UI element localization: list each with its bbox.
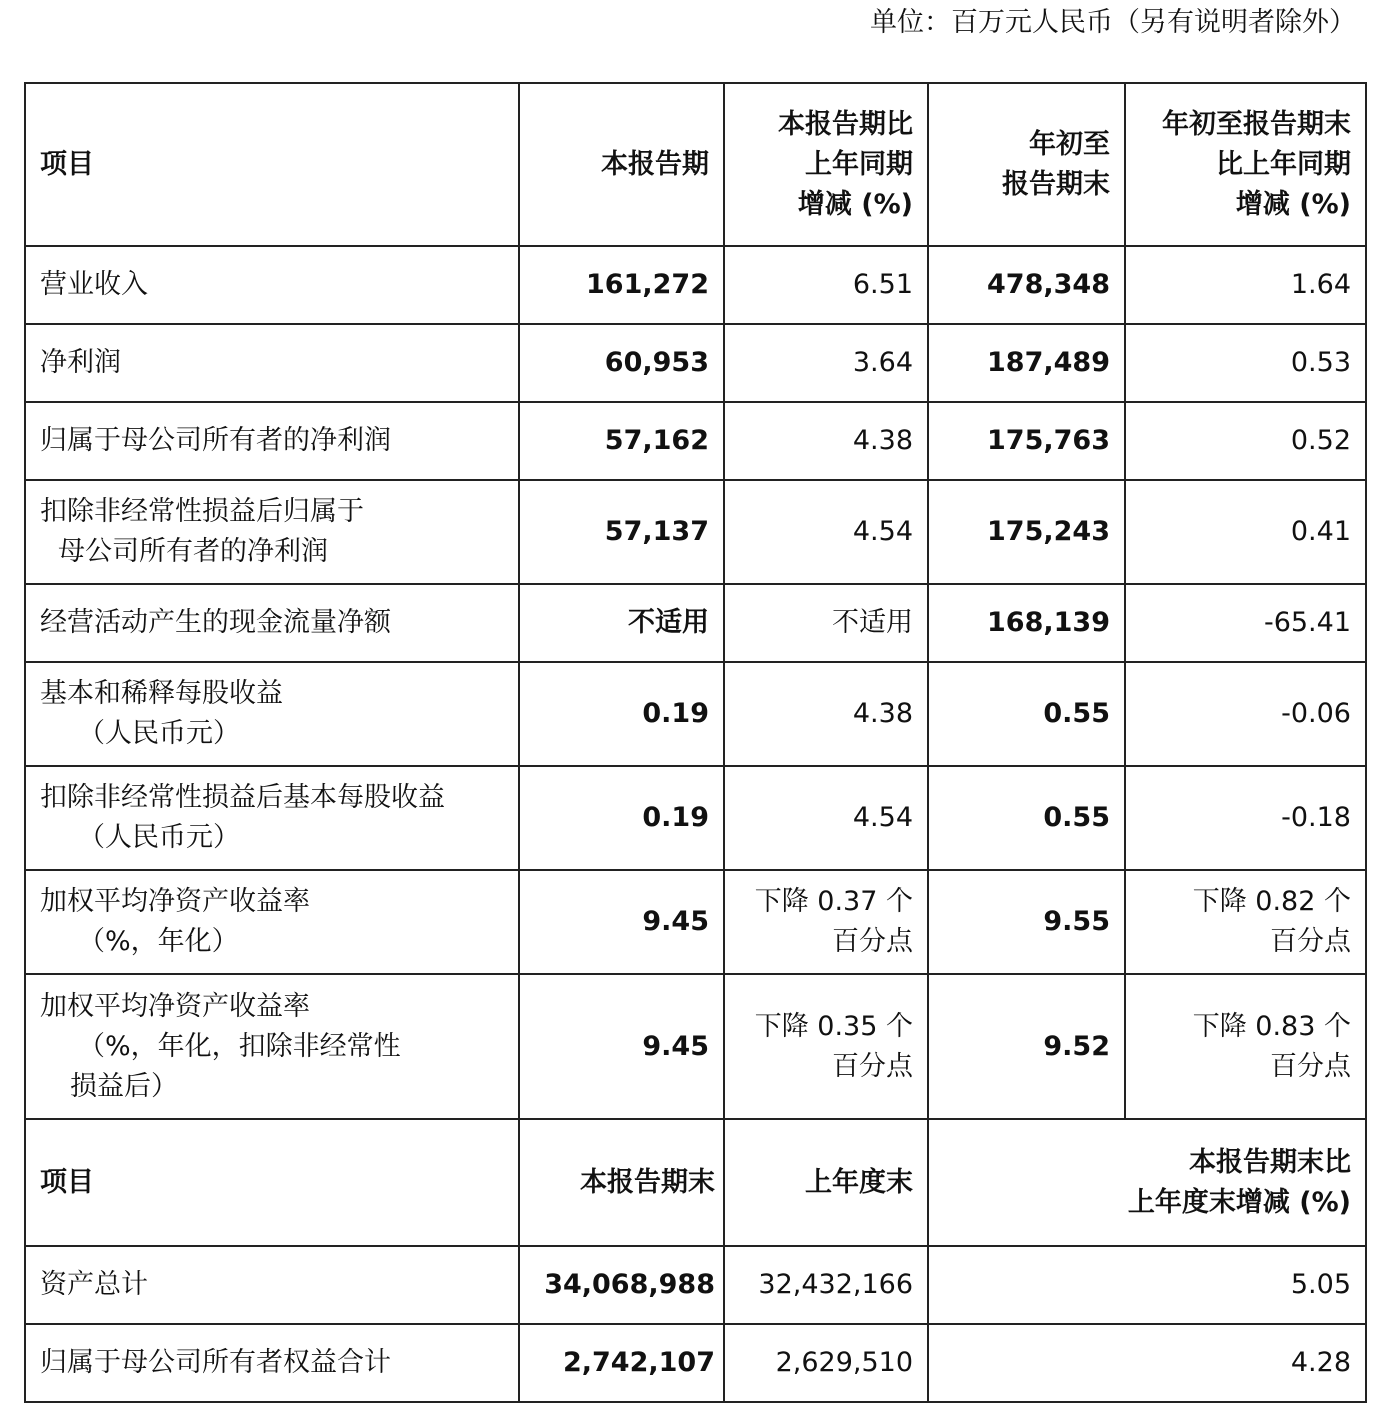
row-label: [25, 870, 519, 974]
value-line: 百分点: [832, 1050, 913, 1082]
cell-current: 57,162: [519, 402, 724, 480]
value-line: 下降 0.82 个: [1192, 886, 1351, 917]
header-line: 上年度末增减 (%): [1127, 1186, 1351, 1218]
cell-last-year-end: 2,629,510: [724, 1324, 928, 1402]
cell-ytd: 0.55: [928, 662, 1125, 766]
table-row: [25, 974, 1366, 1119]
header-line: 年初至报告期末: [1162, 108, 1351, 140]
cell-period-end: 34,068,988: [519, 1246, 724, 1324]
cell-current-yoy: 4.38: [724, 662, 928, 766]
cell-current: 60,953: [519, 324, 724, 402]
label-line: 经营活动产生的现金流量净额: [40, 607, 391, 638]
header-line: 报告期末: [1002, 168, 1110, 200]
cell-current: 161,272: [519, 246, 724, 324]
label-line: （%，年化，扣除非经常性: [78, 1030, 401, 1062]
cell-ytd: 0.55: [928, 766, 1125, 870]
financial-table: [24, 82, 1367, 1403]
label-line: 营业收入: [40, 269, 148, 300]
cell-ytd: 9.52: [928, 974, 1125, 1119]
label-line: 基本和稀释每股收益: [40, 678, 283, 709]
header2-item: 项目: [25, 1119, 519, 1246]
table-row: [25, 402, 1366, 480]
table-row: [25, 324, 1366, 402]
value-line: 百分点: [1270, 1050, 1351, 1082]
cell-current: 57,137: [519, 480, 724, 584]
table-row: [25, 246, 1366, 324]
table-row: [25, 870, 1366, 974]
cell-change: 5.05: [928, 1246, 1366, 1324]
unit-note: 单位：百万元人民币（另有说明者除外）: [870, 7, 1356, 38]
row-label: [25, 480, 519, 584]
label-line: （人民币元）: [78, 718, 240, 749]
cell-current-yoy: 不适用: [724, 584, 928, 662]
label-line: 损益后）: [70, 1070, 178, 1102]
header2-period-end: 本报告期末: [519, 1119, 724, 1246]
label-line: 扣除非经常性损益后基本每股收益: [40, 782, 445, 813]
cell-ytd: 478,348: [928, 246, 1125, 324]
label-line: 扣除非经常性损益后归属于: [40, 496, 364, 527]
header-line: 上年同期: [805, 148, 913, 180]
label-line: （%，年化）: [78, 926, 239, 957]
header-line: 年初至: [1029, 128, 1110, 160]
table-row: [25, 1324, 1366, 1402]
table-row: [25, 766, 1366, 870]
row-label: [25, 974, 519, 1119]
cell-ytd: 9.55: [928, 870, 1125, 974]
table-row: [25, 662, 1366, 766]
header-row-2: [25, 1119, 1366, 1246]
cell-current-yoy: [724, 974, 928, 1119]
row-label: [25, 402, 519, 480]
row-label: [25, 324, 519, 402]
cell-ytd-yoy: 0.52: [1125, 402, 1366, 480]
cell-current-yoy: 3.64: [724, 324, 928, 402]
label-line: 加权平均净资产收益率: [40, 886, 310, 917]
cell-current: 9.45: [519, 870, 724, 974]
cell-ytd-yoy: [1125, 870, 1366, 974]
cell-current: 0.19: [519, 662, 724, 766]
header-line: 增减 (%): [1235, 188, 1351, 220]
label-line: （人民币元）: [78, 822, 240, 853]
table-row: [25, 584, 1366, 662]
table-row: [25, 1246, 1366, 1324]
header-ytd-yoy: [1125, 83, 1366, 246]
cell-ytd: 175,243: [928, 480, 1125, 584]
cell-ytd: 168,139: [928, 584, 1125, 662]
header2-last-year-end: 上年度末: [724, 1119, 928, 1246]
cell-ytd-yoy: -0.18: [1125, 766, 1366, 870]
cell-period-end: 2,742,107: [519, 1324, 724, 1402]
row-label: 归属于母公司所有者权益合计: [25, 1324, 519, 1402]
header-item: 项目: [25, 83, 519, 246]
value-line: 下降 0.35 个: [754, 1010, 913, 1042]
cell-ytd-yoy: 0.53: [1125, 324, 1366, 402]
row-label: [25, 246, 519, 324]
header-line: 本报告期比: [778, 108, 913, 140]
header-line: 增减 (%): [797, 188, 913, 220]
cell-ytd-yoy: [1125, 974, 1366, 1119]
header-line: 比上年同期: [1216, 148, 1351, 180]
cell-current: 不适用: [519, 584, 724, 662]
header-current-yoy: [724, 83, 928, 246]
row-label: [25, 584, 519, 662]
label-line: 加权平均净资产收益率: [40, 990, 310, 1022]
label-line: 母公司所有者的净利润: [58, 536, 328, 567]
cell-ytd: 175,763: [928, 402, 1125, 480]
table-row: [25, 480, 1366, 584]
header2-change: [928, 1119, 1366, 1246]
cell-current-yoy: 4.38: [724, 402, 928, 480]
row-label: [25, 766, 519, 870]
value-line: 下降 0.37 个: [754, 886, 913, 917]
cell-change: 4.28: [928, 1324, 1366, 1402]
header-ytd: [928, 83, 1125, 246]
header-current: 本报告期: [519, 83, 724, 246]
header-line: 本报告期末比: [1189, 1146, 1351, 1178]
cell-current-yoy: 4.54: [724, 766, 928, 870]
cell-ytd-yoy: -0.06: [1125, 662, 1366, 766]
value-line: 下降 0.83 个: [1192, 1010, 1351, 1042]
cell-current-yoy: [724, 870, 928, 974]
cell-last-year-end: 32,432,166: [724, 1246, 928, 1324]
value-line: 百分点: [1270, 926, 1351, 957]
label-line: 归属于母公司所有者的净利润: [40, 425, 391, 456]
header-row-1: [25, 83, 1366, 246]
cell-ytd: 187,489: [928, 324, 1125, 402]
cell-ytd-yoy: 0.41: [1125, 480, 1366, 584]
value-line: 百分点: [832, 926, 913, 957]
cell-current-yoy: 6.51: [724, 246, 928, 324]
cell-current: 9.45: [519, 974, 724, 1119]
cell-ytd-yoy: 1.64: [1125, 246, 1366, 324]
row-label: 资产总计: [25, 1246, 519, 1324]
cell-current-yoy: 4.54: [724, 480, 928, 584]
label-line: 净利润: [40, 347, 121, 378]
cell-ytd-yoy: -65.41: [1125, 584, 1366, 662]
row-label: [25, 662, 519, 766]
cell-current: 0.19: [519, 766, 724, 870]
